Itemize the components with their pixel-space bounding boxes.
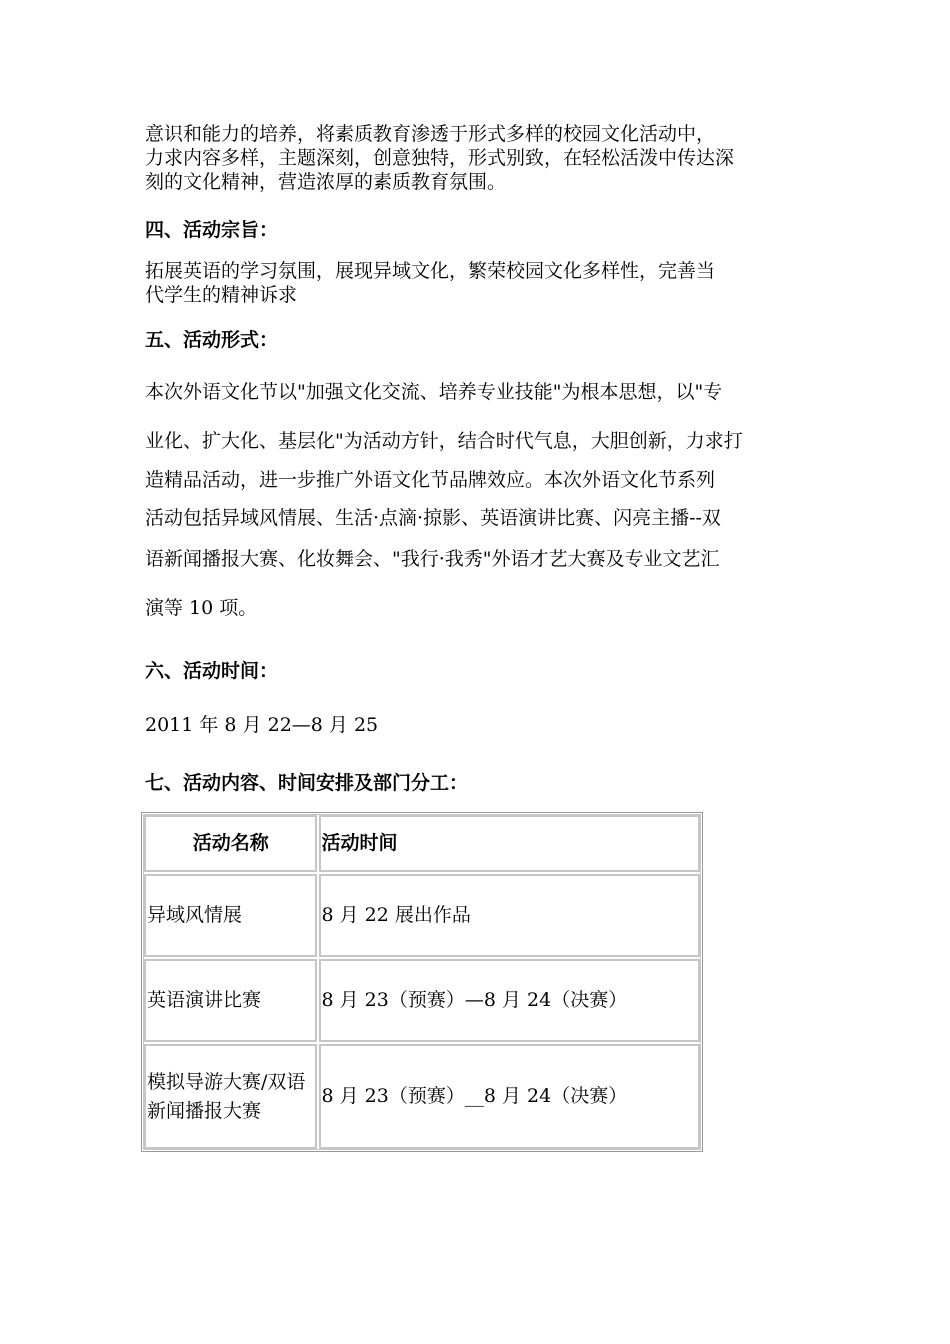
header-cell-activity-time: 活动时间: [319, 815, 700, 872]
section-6-body: [145, 713, 810, 737]
activity-time-cell: 8 月 23（预赛）—8 月 24（决赛）: [319, 959, 700, 1042]
body-line: 业化、扩大化、基层化"为活动方针，结合时代气息，大胆创新，力求打: [145, 430, 743, 452]
intro-line: 意识和能力的培养，将素质教育渗透于形式多样的校园文化活动中，: [145, 123, 716, 145]
section-heading: 六、活动时间：: [145, 660, 279, 682]
body-line: 拓展英语的学习氛围，展现异域文化，繁荣校园文化多样性，完善当: [145, 260, 716, 282]
section-5-body: [145, 370, 810, 630]
table-header-row: [144, 815, 700, 872]
body-line: 造精品活动，进一步推广外语文化节品牌效应。本次外语文化节系列: [145, 469, 716, 491]
activity-name-cell: 英语演讲比赛: [144, 959, 317, 1042]
activity-name-cell: 异域风情展: [144, 874, 317, 957]
body-line: 本次外语文化节以"加强文化交流、培养专业技能"为根本思想，以"专: [145, 381, 723, 403]
section-6: [145, 659, 810, 683]
activity-time-cell: 8 月 22 展出作品: [319, 874, 700, 957]
header-cell-activity-name: 活动名称: [144, 815, 317, 872]
section-heading: 七、活动内容、时间安排及部门分工：: [145, 772, 469, 794]
table-row: [144, 874, 700, 957]
section-7: [145, 771, 810, 795]
activity-name-cell: 模拟导游大赛/双语新闻播报大赛: [144, 1044, 317, 1149]
body-line: 语新闻播报大赛、化妆舞会、"我行·我秀"外语才艺大赛及专业文艺汇: [145, 548, 720, 570]
body-line: 活动包括异域风情展、生活·点滴·掠影、英语演讲比赛、闪亮主播--双: [145, 507, 721, 529]
intro-line: 刻的文化精神，营造浓厚的素质教育氛围。: [145, 171, 507, 193]
table-row: [144, 959, 700, 1042]
section-4: [145, 218, 810, 242]
body-line: 代学生的精神诉求: [145, 284, 298, 306]
activity-time-cell: 8 月 23（预赛）__8 月 24（决赛）: [319, 1044, 700, 1149]
section-heading: 五、活动形式：: [145, 329, 279, 351]
event-date: 2011 年 8 月 22—8 月 25: [145, 714, 379, 736]
intro-line: 力求内容多样，主题深刻，创意独特，形式别致，在轻松活泼中传达深: [145, 147, 735, 169]
schedule-table: [141, 812, 703, 1152]
section-heading: 四、活动宗旨：: [145, 219, 279, 241]
section-4-body: [145, 259, 810, 307]
intro-paragraph: [145, 122, 810, 194]
table-row: [144, 1044, 700, 1149]
body-line: 演等 10 项。: [145, 597, 258, 619]
section-5: [145, 328, 810, 352]
